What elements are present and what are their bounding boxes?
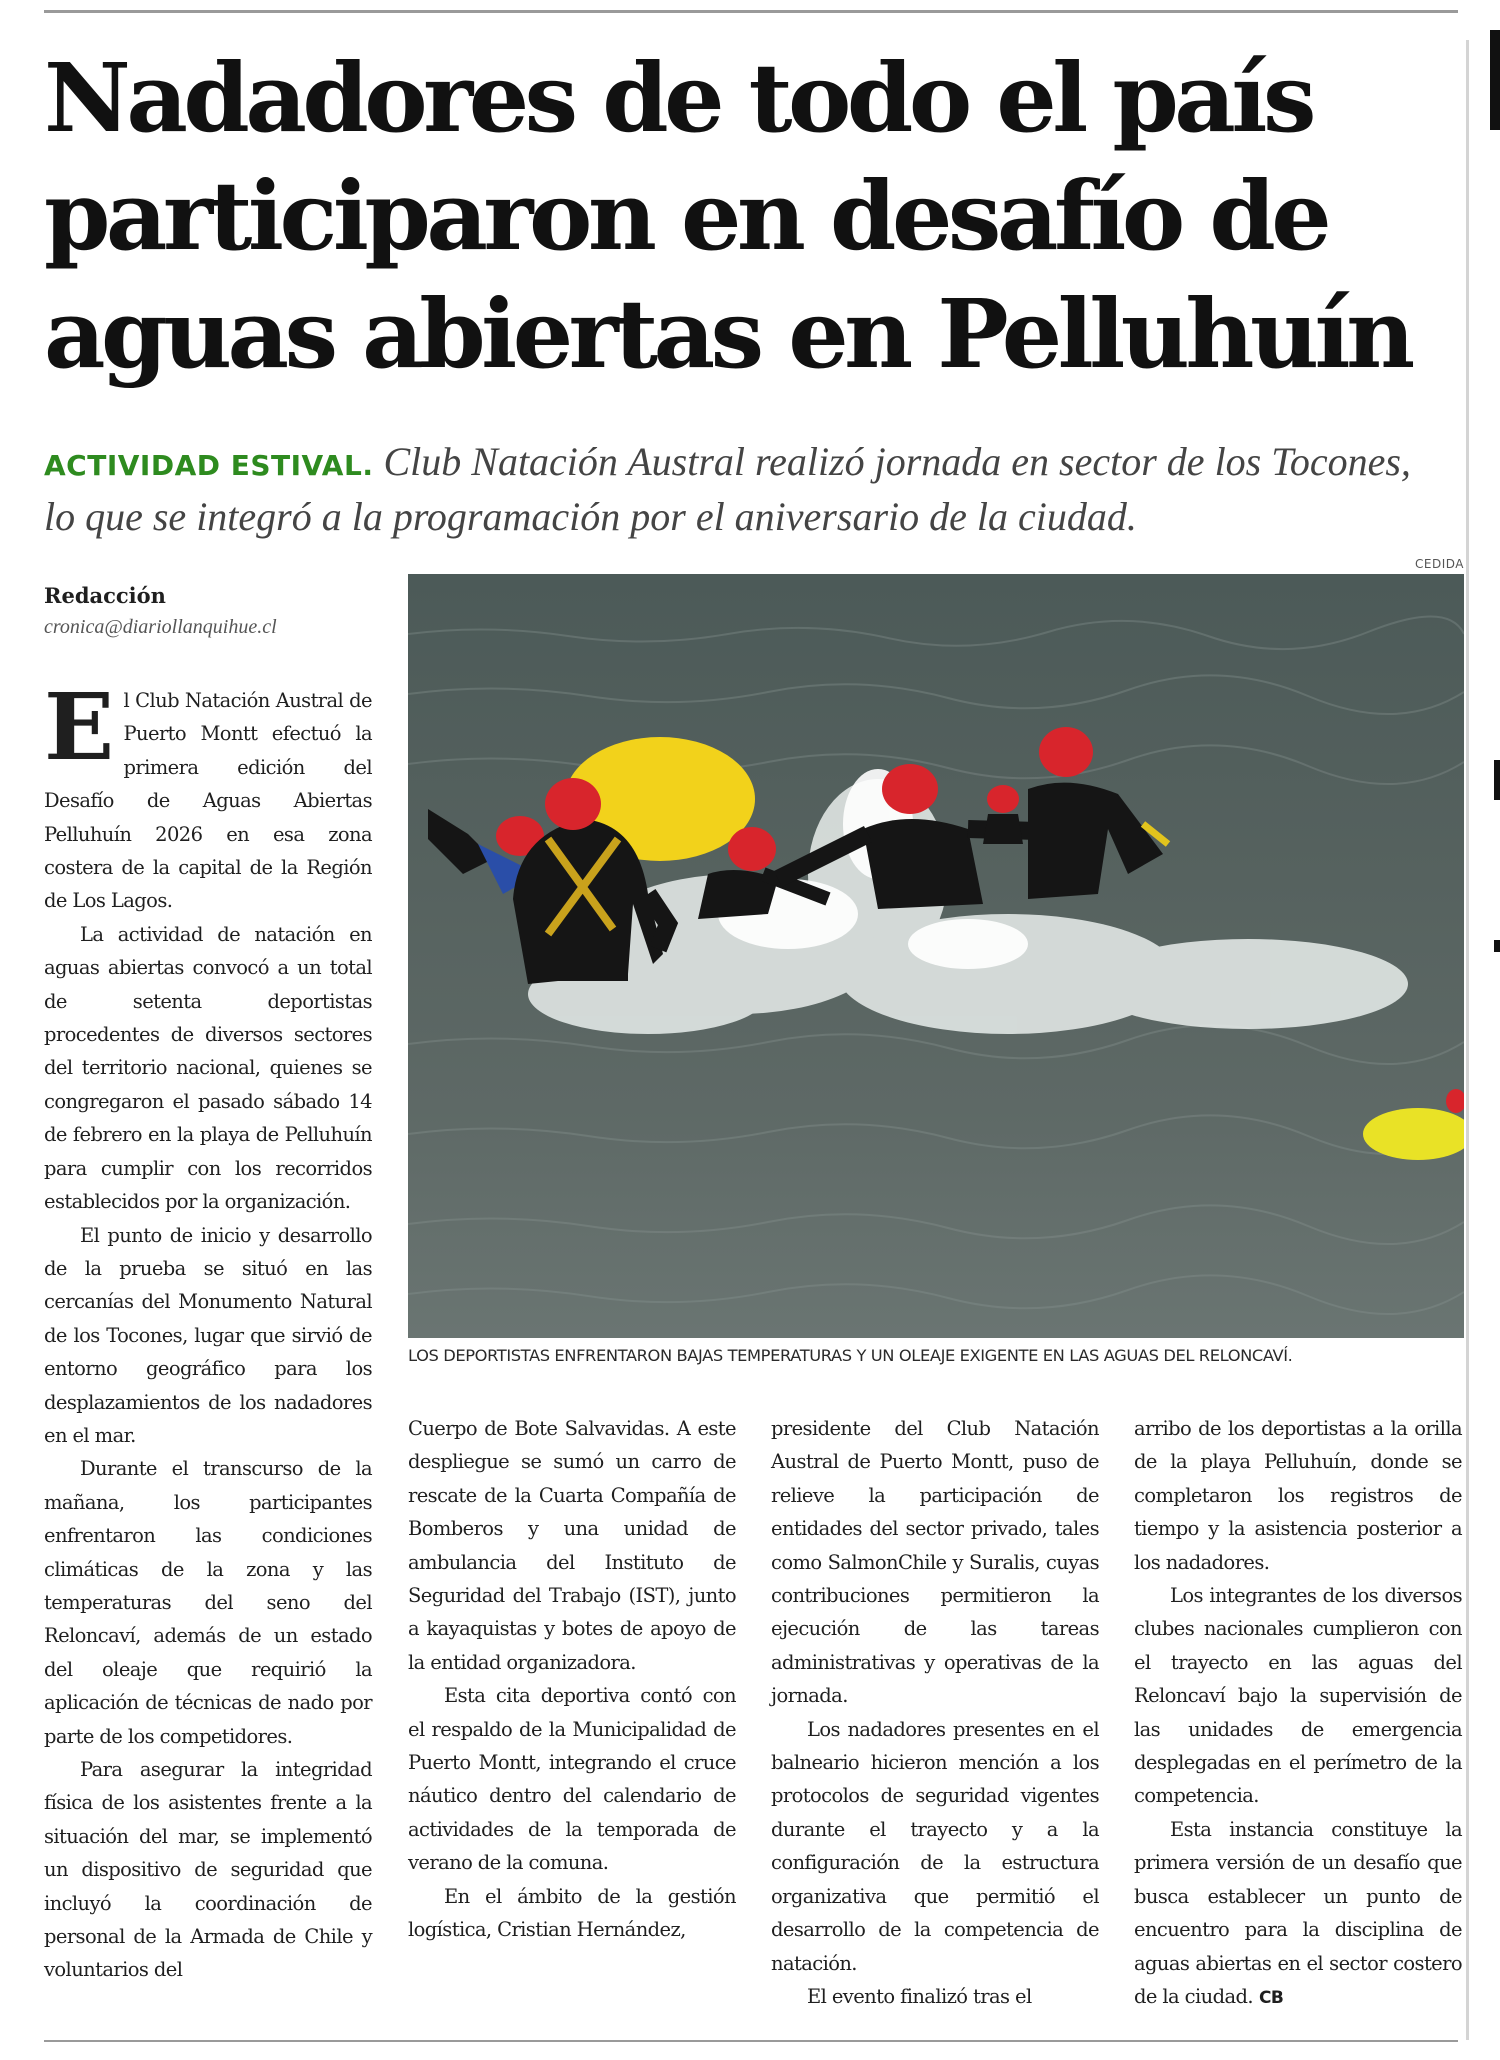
deck-text: Club Natación Austral realizó jornada en sector de los Tocones, lo que se integró a la programación por el aniversario de la ciudad. bbox=[44, 439, 1411, 539]
paragraph: El evento finalizó tras el bbox=[807, 1984, 1032, 2008]
paragraph: Para asegurar la integridad física de los asistentes frente a la situación del mar, se implementó un dispositivo de seguridad que incluyó la coordinación de personal de la Armada de Chile y voluntarios del bbox=[44, 1758, 372, 1982]
paragraph: Durante el transcurso de la mañana, los participantes enfrentaron las condiciones climáticas de la zona y las temperaturas del seno del Reloncaví, además de un estado del oleaje que requirió la aplicación de técnicas de nado por parte de los competidores. bbox=[44, 1457, 372, 1748]
adjacent-page-fragment bbox=[1494, 940, 1500, 952]
headline-line: participaron en desafío de bbox=[44, 161, 1328, 272]
swimmer bbox=[1446, 1089, 1464, 1113]
paragraph: El punto de inicio y desarrollo de la prueba se situó en las cercanías del Monumento Natural de los Tocones, lugar que sirvió de entorno geográfico para los desplazamientos de los nadadores en el mar. bbox=[44, 1223, 372, 1447]
deck bbox=[44, 436, 1444, 542]
byline-email: cronica@diariollanquihue.cl bbox=[44, 616, 277, 638]
paragraph: Esta cita deportiva contó con el respaldo de la Municipalidad de Puerto Montt, integrando el cruce náutico dentro del calendario de actividades de la temporada de verano de la comuna. bbox=[408, 1684, 736, 1875]
article-photo bbox=[408, 574, 1464, 1338]
paragraph-text: l Club Natación Austral de Puerto Montt efectuó la primera edición del Desafío de Aguas Abiertas Pelluhuín 2026 en esa zona costera de la capital de la Región de Los Lagos. bbox=[44, 689, 372, 913]
adjacent-page-fragment bbox=[1494, 760, 1500, 800]
paragraph: En el ámbito de la gestión logística, Cristian Hernández, bbox=[408, 1884, 736, 1942]
text-column-2 bbox=[408, 1412, 736, 1947]
top-rule bbox=[44, 10, 1458, 13]
text-column-1 bbox=[44, 673, 372, 1987]
photo-caption: LOS DEPORTISTAS ENFRENTARON BAJAS TEMPERATURAS Y UN OLEAJE EXIGENTE EN LAS AGUAS DEL RELONCAVÍ. bbox=[408, 1346, 1293, 1365]
headline bbox=[44, 40, 1464, 394]
headline-line: Nadadores de todo el país bbox=[44, 43, 1312, 154]
paragraph: Cuerpo de Bote Salvavidas. A este despliegue se sumó un carro de rescate de la Cuarta Compañía de Bomberos y una unidad de ambulancia del Instituto de Seguridad del Trabajo (IST), junto a kayaquistas y botes de apoyo de la entidad organizadora. bbox=[408, 1417, 736, 1674]
swimmer bbox=[983, 785, 1023, 844]
paragraph bbox=[44, 673, 372, 918]
drop-cap: E bbox=[44, 673, 114, 781]
swimmers-photo bbox=[408, 574, 1464, 1338]
text-column-3 bbox=[771, 1412, 1099, 2013]
kicker: ACTIVIDAD ESTIVAL. bbox=[44, 449, 374, 482]
byline bbox=[44, 583, 374, 639]
paragraph: Los integrantes de los diversos clubes nacionales cumplieron con el trayecto en las aguas del Reloncaví bajo la supervisión de las unidades de emergencia desplegadas en el perímetro de la competencia. bbox=[1134, 1584, 1462, 1808]
text-column-4 bbox=[1134, 1412, 1462, 2015]
buoy bbox=[1363, 1108, 1464, 1160]
photo-credit: CEDIDA bbox=[1415, 557, 1464, 571]
adjacent-page-fragment bbox=[1490, 30, 1500, 130]
paragraph: La actividad de natación en aguas abiertas convocó a un total de setenta deportistas procedentes de diversos sectores del territorio nacional, quienes se congregaron el pasado sábado 14 de febrero en la playa de Pelluhuín para cumplir con los recorridos establecidos por la organización. bbox=[44, 922, 372, 1214]
end-mark: CB bbox=[1259, 1987, 1284, 2008]
paragraph-text: Esta instancia constituye la primera versión de un desafío que busca establecer un punto de encuentro para la disciplina de aguas abiertas en el sector costero de la ciudad. bbox=[1134, 1817, 1462, 2008]
swimmer bbox=[1028, 727, 1168, 899]
paragraph: arribo de los deportistas a la orilla de la playa Pelluhuín, donde se completaron los registros de tiempo y la asistencia posterior a los nadadores. bbox=[1134, 1417, 1462, 1574]
paragraph: Los nadadores presentes en el balneario hicieron mención a los protocolos de seguridad vigentes durante el trayecto y a la configuración de la estructura organizativa que permitió el desarrollo de la competencia de natación. bbox=[771, 1717, 1099, 1975]
byline-name: Redacción bbox=[44, 583, 166, 608]
paragraph: presidente del Club Natación Austral de Puerto Montt, puso de relieve la participación de entidades del sector privado, tales como SalmonChile y Suralis, cuyas contribuciones permitieron la ejecución de las tareas administrativas y operativas de la jornada. bbox=[771, 1417, 1099, 1708]
paragraph bbox=[1134, 1813, 1462, 2015]
bottom-rule bbox=[44, 2040, 1458, 2042]
page-edge-line bbox=[1466, 40, 1469, 2040]
headline-line: aguas abiertas en Pelluhuín bbox=[44, 279, 1411, 390]
